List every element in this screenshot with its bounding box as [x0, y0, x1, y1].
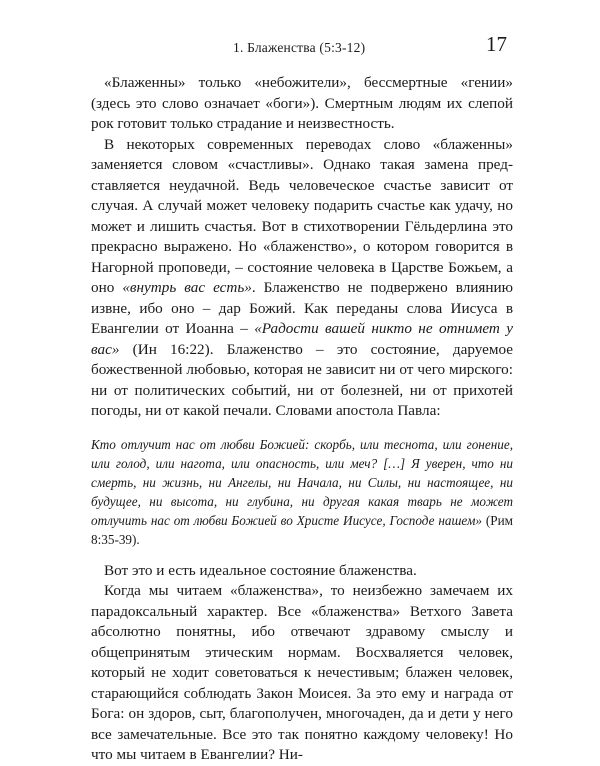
- paragraph-3: [91, 561, 513, 582]
- paragraph-4: [91, 581, 513, 766]
- block-quote: [91, 435, 513, 549]
- paragraph-2: [91, 135, 513, 422]
- running-title: 1. Блаженства (5:3-12): [233, 40, 366, 55]
- quote-reference: (Рим 8:35-39).: [91, 512, 513, 547]
- paragraph-text: Когда мы читаем «блаженства», то неизбежно замечаем их парадоксальный характер. Все «блаженства» Ветхого Завета абсолютно понятны, ибо отвечают здравому смыслу и общепринятым этическим нормам. Восхваляется человек, который не ходит советоваться к нечестивым; блажен человек, старающийся соблюдать Закон Моисея. За это ему и награда от Бога: он здоров, сыт, благополучен, многочаден, да и дети у него все замечательные. Все это так понятно каждому человеку! Но что мы читаем в Евангелии? Ни-: [91, 582, 513, 763]
- paragraph-citation: «Радости вашей никто не отнимет у вас»: [91, 320, 513, 358]
- page-number: 17: [486, 32, 507, 56]
- paragraph-1: [91, 73, 513, 135]
- paragraph-text: . Блаженство не подвержено влиянию извне, ибо оно – дар Божий. Как переданы слова Иисуса в Евангелии от Иоанна –: [91, 279, 513, 337]
- paragraph-citation: «внутрь вас есть»: [122, 279, 252, 296]
- paragraph-text: В некоторых современных переводах слово «блаженны» заменяется словом «счастливы». Однако такая замена представляется неудачной. Ведь человеческое счастье зависит от случая. А случай может человеку подарить счастье как удачу, но может и лишить счастья. Вот в стихотворении Гёльдерлина это прекрасно выражено. Но «блаженство», о котором говорится в Нагорной проповеди, – состояние человека в Царстве Божьем, а оно: [91, 135, 513, 296]
- paragraph-text: «Блаженны» только «небожители», бессмертные «гении» (здесь это слово означает «боги»). Смертным людям их слепой рок готовит только страдание и неизвестность.: [91, 74, 513, 132]
- page-header: [0, 32, 600, 62]
- paragraph-text: Вот это и есть идеальное состояние блаженства.: [104, 561, 417, 579]
- paragraph-text: (Ин 16:22). Блаженство – это состояние, даруемое божественной любовью, которая не зависит ни от чего мирского: ни от политических событий, ни от болезней, ни от прихотей погоды, ни от какой печали. Словами апостола Павла:: [91, 340, 513, 419]
- quote-text: Кто отлучит нас от любви Божией: скорбь, или теснота, или гонение, или голод, или нагота, или опасность, или меч? […] Я уверен, что ни смерть, ни жизнь, ни Ангелы, ни Начала, ни Силы, ни настоящее, ни будущее, ни высота, ни глубина, ни другая какая тварь не может отлучить нас от любви Божией во Христе Иисусе, Господе нашем»: [91, 436, 513, 528]
- page-body: [91, 73, 513, 766]
